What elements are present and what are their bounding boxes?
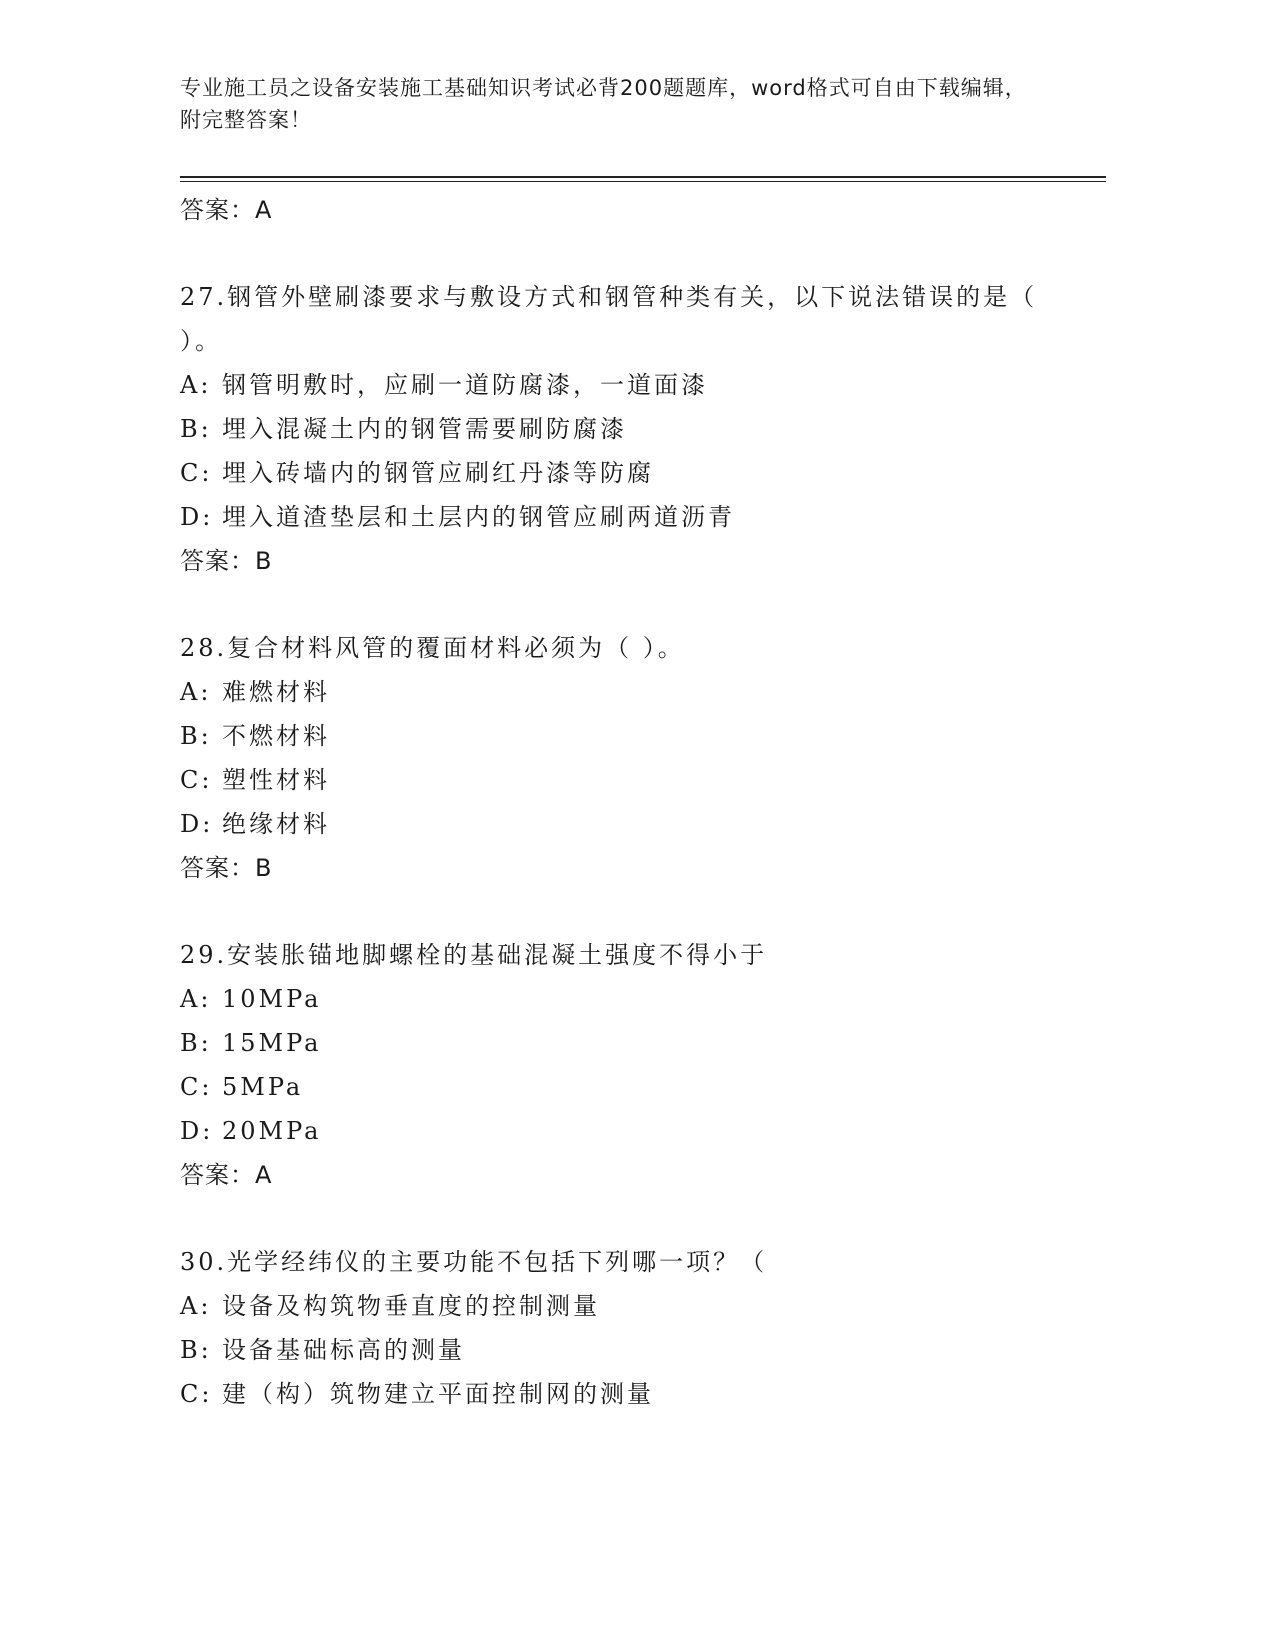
option-letter: B: xyxy=(180,722,212,750)
option-letter: C: xyxy=(180,459,213,487)
option-text: 不燃材料 xyxy=(222,722,330,750)
question-text: 27.钢管外壁刷漆要求与敷设方式和钢管种类有关，以下说法错误的是（ ）。 xyxy=(180,283,1038,355)
page-header-title: 专业施工员之设备安装施工基础知识考试必背200题题库，word格式可自由下载编辑，附完整答案！ xyxy=(180,76,1027,132)
option-d xyxy=(180,802,1080,846)
option-letter: C: xyxy=(180,1073,213,1101)
question-30 xyxy=(180,1240,1080,1416)
option-letter: D: xyxy=(180,503,214,531)
option-text: 建（构）筑物建立平面控制网的测量 xyxy=(222,1380,654,1408)
option-a xyxy=(180,363,1080,407)
option-text: 20MPa xyxy=(222,1117,322,1145)
option-letter: D: xyxy=(180,810,214,838)
question-text: 28.复合材料风管的覆面材料必须为（ ）。 xyxy=(180,634,685,662)
option-letter: C: xyxy=(180,766,213,794)
option-letter: A: xyxy=(180,371,212,399)
option-text: 15MPa xyxy=(222,1029,322,1057)
option-letter: B: xyxy=(180,415,212,443)
question-text: 29.安装胀锚地脚螺栓的基础混凝土强度不得小于 xyxy=(180,941,768,969)
option-letter: A: xyxy=(180,678,212,706)
option-b xyxy=(180,407,1080,451)
option-text: 埋入混凝土内的钢管需要刷防腐漆 xyxy=(222,415,627,443)
option-text: 埋入道渣垫层和土层内的钢管应刷两道沥青 xyxy=(222,503,735,531)
question-29 xyxy=(180,933,1080,1197)
option-text: 钢管明敷时，应刷一道防腐漆，一道面漆 xyxy=(222,371,708,399)
option-a xyxy=(180,1284,1080,1328)
question-text: 30.光学经纬仪的主要功能不包括下列哪一项？（ xyxy=(180,1248,768,1276)
option-text: 绝缘材料 xyxy=(222,810,330,838)
option-letter: A: xyxy=(180,985,212,1013)
option-text: 设备及构筑物垂直度的控制测量 xyxy=(222,1292,600,1320)
question-27 xyxy=(180,275,1080,583)
option-c xyxy=(180,1372,1080,1416)
option-text: 塑性材料 xyxy=(222,766,330,794)
option-d xyxy=(180,495,1080,539)
option-letter: D: xyxy=(180,1117,214,1145)
document-content xyxy=(180,188,1080,1416)
option-c xyxy=(180,758,1080,802)
option-a xyxy=(180,670,1080,714)
option-letter: A: xyxy=(180,1292,212,1320)
question-28 xyxy=(180,626,1080,890)
option-text: 难燃材料 xyxy=(222,678,330,706)
option-b xyxy=(180,1328,1080,1372)
option-c xyxy=(180,451,1080,495)
option-c xyxy=(180,1065,1080,1109)
option-letter: C: xyxy=(180,1380,213,1408)
answer-line: 答案：B xyxy=(180,854,273,882)
option-a xyxy=(180,977,1080,1021)
option-b xyxy=(180,1021,1080,1065)
option-b xyxy=(180,714,1080,758)
answer-line: 答案：A xyxy=(180,1161,273,1189)
option-letter: B: xyxy=(180,1336,212,1364)
answer-line: 答案：B xyxy=(180,547,273,575)
option-text: 设备基础标高的测量 xyxy=(222,1336,465,1364)
option-text: 5MPa xyxy=(222,1073,304,1101)
option-letter: B: xyxy=(180,1029,212,1057)
option-d xyxy=(180,1109,1080,1153)
option-text: 10MPa xyxy=(222,985,322,1013)
answer-line: 答案：A xyxy=(180,196,273,224)
option-text: 埋入砖墙内的钢管应刷红丹漆等防腐 xyxy=(222,459,654,487)
header-divider xyxy=(180,176,1106,182)
